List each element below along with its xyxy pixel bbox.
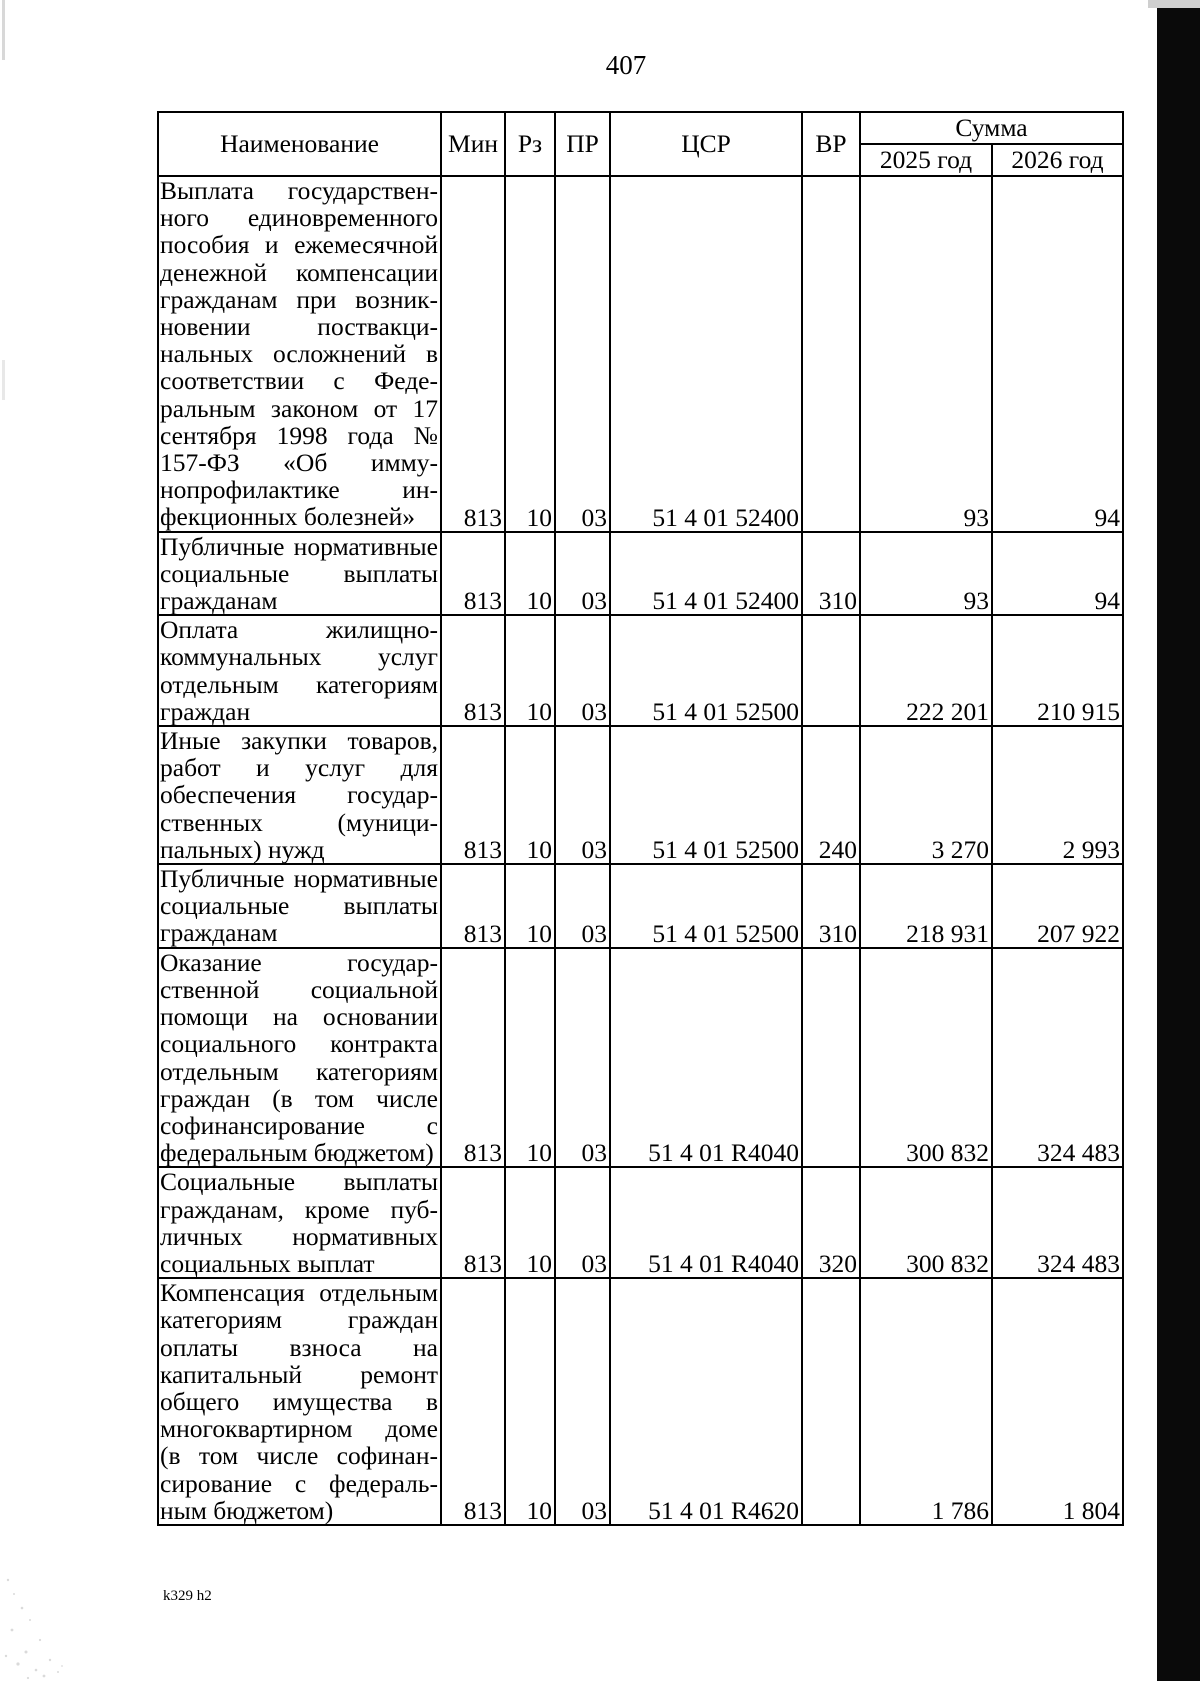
cell-2025: 222 201	[860, 615, 992, 726]
cell-csr: 51 4 01 52400	[610, 176, 802, 532]
cell-2026: 324 483	[992, 948, 1123, 1168]
cell-2026: 2 993	[992, 726, 1123, 864]
cell-name: Выплата государственного единовременного пособия и ежемесячной денежной компенсации гражданам при возникновении поствакцинальных осложнений в соответствии с Федеральным законом от 17 сентября 1998 года № 157-ФЗ «Об иммунопрофилактике инфекционных болезней»	[158, 176, 441, 532]
cell-rz: 10	[505, 726, 555, 864]
cell-pr: 03	[555, 532, 610, 616]
cell-2026: 94	[992, 532, 1123, 616]
budget-table	[157, 111, 1124, 1526]
cell-rz: 10	[505, 1278, 555, 1525]
cell-min: 813	[441, 176, 505, 532]
cell-csr: 51 4 01 52400	[610, 532, 802, 616]
header-year-2025: 2025 год	[860, 144, 992, 176]
cell-name: Публичные нормативные социальные выплаты гражданам	[158, 864, 441, 948]
cell-name: Публичные нормативные социальные выплаты гражданам	[158, 532, 441, 616]
cell-min: 813	[441, 1167, 505, 1278]
cell-min: 813	[441, 532, 505, 616]
scan-noise	[0, 1560, 70, 1681]
cell-2025: 1 786	[860, 1278, 992, 1525]
cell-name: Социальные выплаты гражданам, кроме публичных нормативных социальных выплат	[158, 1167, 441, 1278]
cell-csr: 51 4 01 R4040	[610, 1167, 802, 1278]
table-row	[158, 615, 1123, 726]
cell-rz: 10	[505, 864, 555, 948]
table-row	[158, 176, 1123, 532]
scan-edge-shadow	[1148, 0, 1200, 8]
cell-2026: 207 922	[992, 864, 1123, 948]
cell-min: 813	[441, 1278, 505, 1525]
cell-pr: 03	[555, 176, 610, 532]
header-name: Наименование	[158, 112, 441, 176]
cell-2025: 93	[860, 176, 992, 532]
cell-pr: 03	[555, 864, 610, 948]
cell-vr	[802, 615, 860, 726]
cell-name: Иные закупки товаров, работ и услуг для обеспечения государственных (муниципальных) нужд	[158, 726, 441, 864]
cell-csr: 51 4 01 R4040	[610, 948, 802, 1168]
cell-vr: 240	[802, 726, 860, 864]
header-vr: ВР	[802, 112, 860, 176]
table-row	[158, 1167, 1123, 1278]
cell-vr	[802, 176, 860, 532]
cell-2025: 218 931	[860, 864, 992, 948]
cell-min: 813	[441, 864, 505, 948]
cell-vr: 310	[802, 864, 860, 948]
cell-2026: 1 804	[992, 1278, 1123, 1525]
cell-vr	[802, 1278, 860, 1525]
cell-min: 813	[441, 615, 505, 726]
cell-min: 813	[441, 948, 505, 1168]
table-row	[158, 1278, 1123, 1525]
header-rz: Рз	[505, 112, 555, 176]
table-body	[158, 176, 1123, 1525]
cell-rz: 10	[505, 948, 555, 1168]
header-row	[158, 112, 1123, 144]
cell-2025: 300 832	[860, 1167, 992, 1278]
header-year-2026: 2026 год	[992, 144, 1123, 176]
cell-min: 813	[441, 726, 505, 864]
cell-2026: 210 915	[992, 615, 1123, 726]
cell-csr: 51 4 01 52500	[610, 615, 802, 726]
page-number: 407	[605, 50, 647, 80]
header-min: Мин	[441, 112, 505, 176]
cell-csr: 51 4 01 52500	[610, 864, 802, 948]
scan-speck	[2, 360, 5, 400]
scan-black-border	[1157, 8, 1200, 1681]
cell-rz: 10	[505, 615, 555, 726]
cell-2025: 300 832	[860, 948, 992, 1168]
cell-2025: 3 270	[860, 726, 992, 864]
cell-rz: 10	[505, 532, 555, 616]
cell-name: Оказание государственной социальной помощи на основании социального контракта отдельным категориям граждан (в том числе софинансирование с федеральным бюджетом)	[158, 948, 441, 1168]
header-pr: ПР	[555, 112, 610, 176]
cell-2026: 94	[992, 176, 1123, 532]
cell-pr: 03	[555, 615, 610, 726]
table-row	[158, 532, 1123, 616]
cell-vr: 320	[802, 1167, 860, 1278]
header-csr: ЦСР	[610, 112, 802, 176]
cell-2025: 93	[860, 532, 992, 616]
cell-vr	[802, 948, 860, 1168]
cell-pr: 03	[555, 726, 610, 864]
cell-vr: 310	[802, 532, 860, 616]
cell-pr: 03	[555, 948, 610, 1168]
cell-pr: 03	[555, 1167, 610, 1278]
header-sum: Сумма	[860, 112, 1123, 144]
cell-2026: 324 483	[992, 1167, 1123, 1278]
footer-code: k329 h2	[163, 1588, 212, 1604]
table-row	[158, 726, 1123, 864]
cell-name: Оплата жилищно-коммунальных услуг отдельным категориям граждан	[158, 615, 441, 726]
cell-csr: 51 4 01 52500	[610, 726, 802, 864]
cell-csr: 51 4 01 R4620	[610, 1278, 802, 1525]
cell-name: Компенсация отдельным категориям граждан оплаты взноса на капитальный ремонт общего имущества в многоквартирном доме (в том числе софинансирование с федеральным бюджетом)	[158, 1278, 441, 1525]
cell-rz: 10	[505, 1167, 555, 1278]
cell-rz: 10	[505, 176, 555, 532]
table-row	[158, 864, 1123, 948]
table-row	[158, 948, 1123, 1168]
cell-pr: 03	[555, 1278, 610, 1525]
